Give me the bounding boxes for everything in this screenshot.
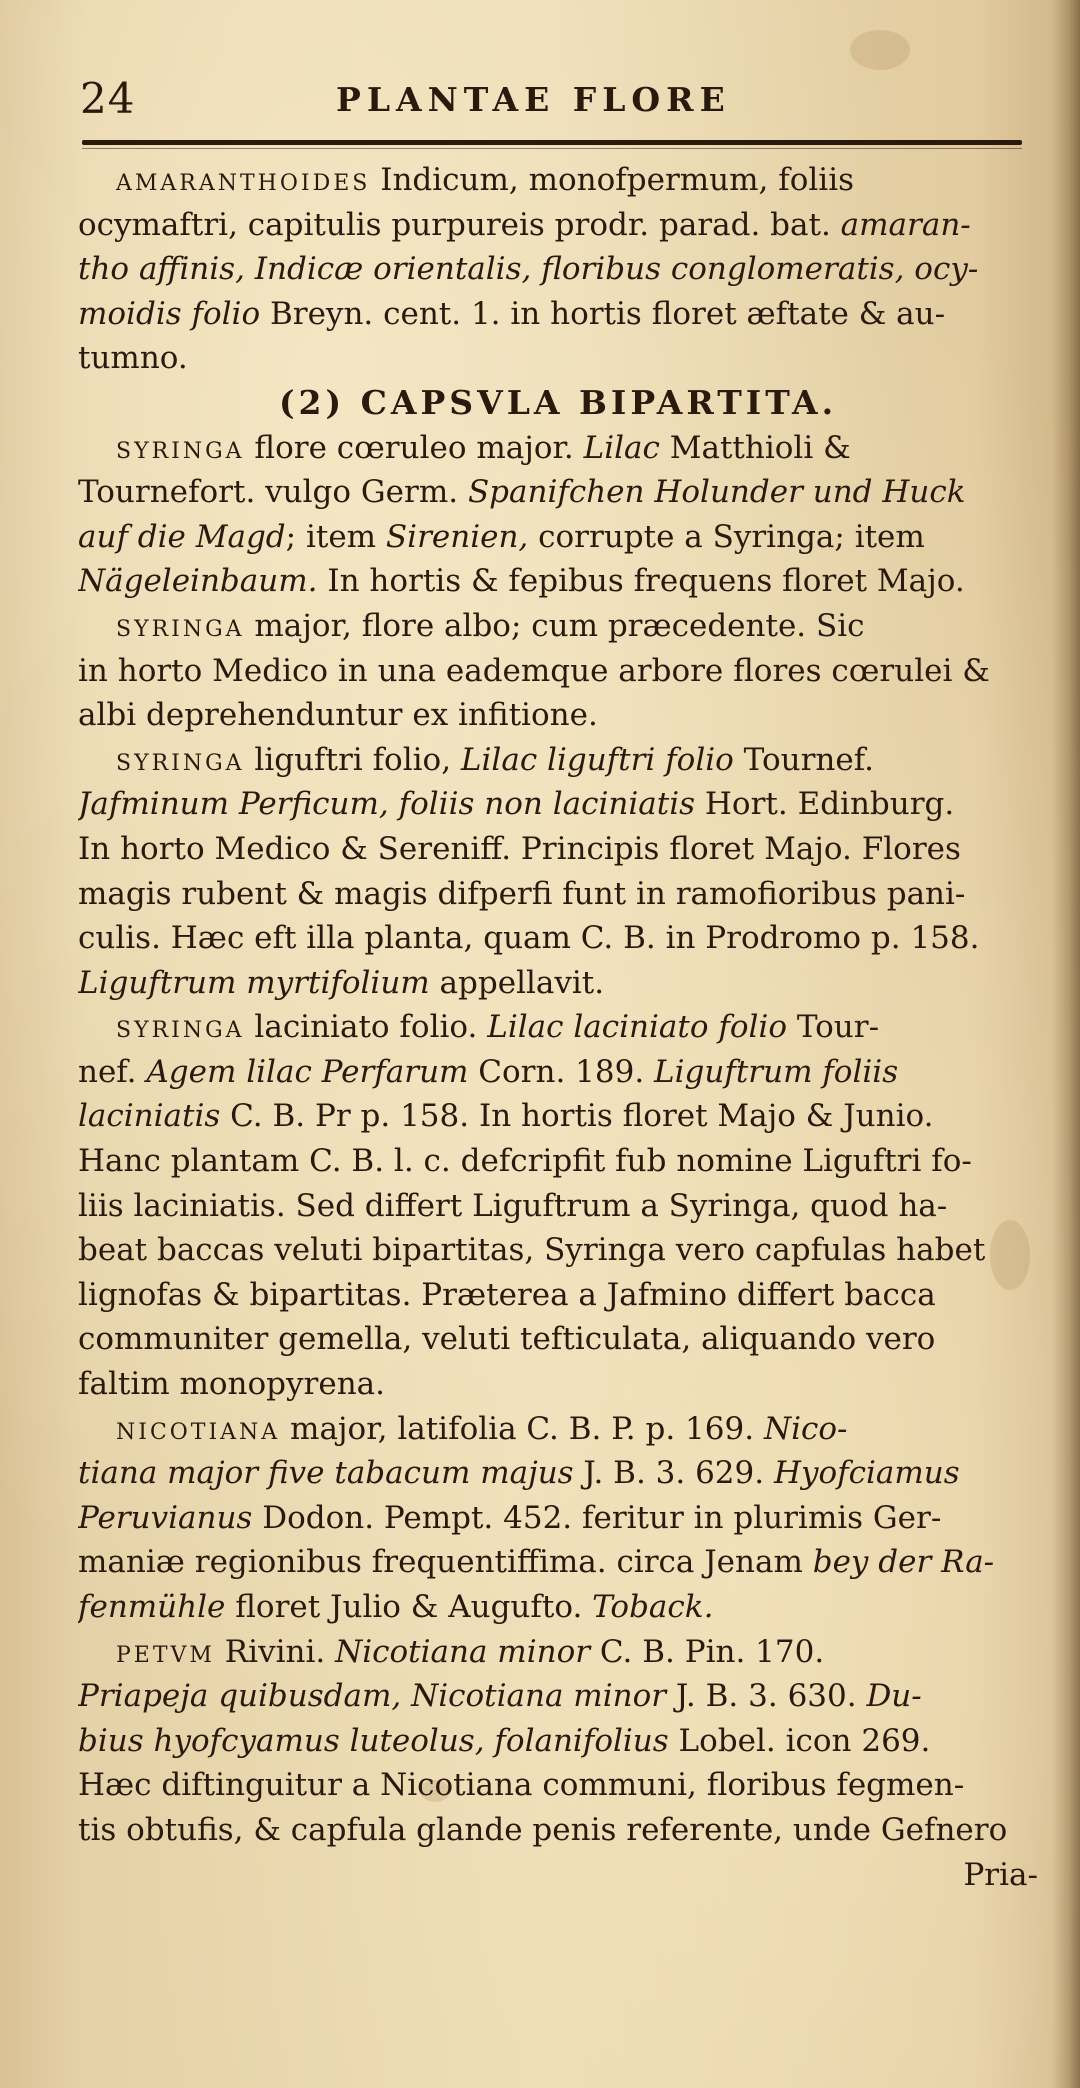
text-line (78, 1585, 1038, 1630)
page-header (78, 70, 1028, 130)
italic-run: tho affinis, Indicæ orientalis, floribus conglomeratis, ocy- (78, 251, 979, 288)
italic-run: bius hyofcyamus luteolus, folanifolius (78, 1722, 669, 1759)
entry-headword: SYRINGA (116, 750, 245, 776)
text-run: flore cœruleo major. (244, 429, 584, 466)
text-line (78, 1451, 1038, 1496)
text-run: corrupte a Syringa; item (528, 518, 925, 555)
italic-run: Hyofciamus (773, 1455, 960, 1492)
text-run: liis laciniatis. Sed differt Liguftrum a Syringa, quod ha- (78, 1187, 948, 1224)
text-run: ocymaftri, capitulis purpureis prodr. parad. bat. (78, 206, 841, 243)
text-run: Tournefort. vulgo Germ. (78, 474, 468, 511)
text-line (78, 1228, 1038, 1273)
entry-headword: NICOTIANA (116, 1419, 281, 1445)
text-line (78, 693, 1038, 738)
italic-run: laciniatis (78, 1098, 221, 1135)
italic-run: Jafminum Perficum, foliis non laciniatis (78, 786, 696, 823)
text-run: In hortis & fepibus frequens floret Majo. (317, 563, 965, 600)
text-line (78, 604, 1038, 649)
italic-run: Liguftrum myrtifolium (78, 964, 430, 1001)
italic-run: Lilac (583, 429, 660, 466)
italic-run: Priapeja quibusdam, Nicotiana minor (78, 1678, 667, 1715)
text-run: J. B. 3. 629. (573, 1455, 774, 1492)
italic-run: Du- (866, 1678, 922, 1715)
text-run: J. B. 3. 630. (666, 1678, 867, 1715)
text-run: C. B. Pr p. 158. In hortis floret Majo & Junio. (220, 1098, 934, 1135)
text-line (78, 1273, 1038, 1318)
italic-run: moidis folio (78, 295, 261, 332)
text-run: communiter gemella, veluti tefticulata, aliquando vero (78, 1321, 936, 1358)
section-heading (78, 381, 1038, 426)
header-rule (82, 140, 1022, 145)
italic-run: bey der Ra- (812, 1544, 995, 1581)
text-run: Pria- (963, 1856, 1038, 1893)
text-run: nef. (78, 1053, 147, 1090)
text-run: Matthioli & (659, 429, 851, 466)
text-run: in horto Medico in una eademque arbore flores cœrulei & (78, 652, 990, 689)
italic-run: Toback. (592, 1589, 714, 1625)
entry-headword: SYRINGA (116, 1018, 245, 1044)
text-run: tis obtufis, & capfula glande penis referente, unde Gefnero (78, 1811, 1008, 1848)
text-run: appellavit. (429, 964, 605, 1001)
text-line (78, 292, 1038, 337)
text-line (78, 1317, 1038, 1362)
text-run: tumno. (78, 340, 188, 377)
text-run: lignofas & bipartitas. Præterea a Jafmino differt bacca (78, 1276, 936, 1313)
text-line (78, 1540, 1038, 1585)
running-head: PLANTAE FLORE (336, 80, 731, 119)
text-run: Rivini. (214, 1633, 336, 1670)
italic-run: Nicotiana minor (335, 1633, 591, 1670)
text-line (78, 336, 1038, 381)
text-line (78, 247, 1038, 292)
page-number: 24 (80, 74, 136, 123)
italic-run: Nägeleinbaum. (78, 563, 318, 600)
italic-run: tiana major five tabacum majus (78, 1455, 574, 1492)
text-line (78, 1674, 1038, 1719)
italic-run: Peruvianus (78, 1499, 253, 1536)
italic-run: Liguftrum foliis (654, 1053, 899, 1090)
text-line (78, 1005, 1038, 1050)
text-run: beat baccas veluti bipartitas, Syringa vero capfulas habet (78, 1232, 986, 1269)
body-text (78, 158, 1038, 1897)
text-line (78, 872, 1038, 917)
text-run: Tournef. (733, 741, 874, 778)
italic-run: Agem lilac Perfarum (146, 1053, 469, 1090)
text-line (78, 470, 1038, 515)
text-line (78, 916, 1038, 961)
entry-headword: PETVM (116, 1642, 215, 1668)
text-run: liguftri folio, (244, 741, 461, 778)
text-run: Hanc plantam C. B. l. c. defcripfit fub nomine Liguftri fo- (78, 1143, 972, 1180)
text-line (78, 559, 1038, 604)
text-line (78, 1719, 1038, 1764)
text-line (78, 1362, 1038, 1407)
text-run: Indicum, monofpermum, foliis (370, 162, 855, 198)
text-line (78, 1094, 1038, 1139)
text-line (78, 961, 1038, 1006)
text-line (78, 203, 1038, 248)
italic-run: Sirenien, (385, 518, 529, 555)
text-run: major, latifolia C. B. P. p. 169. (280, 1410, 764, 1447)
text-line (78, 1407, 1038, 1452)
text-run: Hæc diftinguitur a Nicotiana communi, floribus fegmen- (78, 1767, 965, 1804)
text-run: Dodon. Pempt. 452. feritur in plurimis Ger- (252, 1499, 942, 1536)
text-run: floret Julio & Augufto. (225, 1589, 593, 1625)
text-run: Corn. 189. (468, 1053, 655, 1090)
italic-run: Lilac liguftri folio (460, 741, 734, 778)
text-line (78, 515, 1038, 560)
text-run: magis rubent & magis difperfi funt in ramofioribus pani- (78, 875, 966, 912)
entry-headword: SYRINGA (116, 616, 245, 642)
text-line (78, 158, 1038, 203)
text-run: faltim monopyrena. (78, 1366, 386, 1403)
entry-headword: SYRINGA (116, 438, 245, 464)
text-line (78, 426, 1038, 471)
text-run: albi deprehenduntur ex infitione. (78, 697, 598, 734)
text-run: Breyn. cent. 1. in hortis floret æftate & au- (260, 295, 946, 332)
text-line (78, 1853, 1038, 1898)
text-run: Hort. Edinburg. (695, 786, 955, 823)
entry-headword: AMARANTHOIDES (116, 171, 371, 196)
text-run: Tour- (787, 1009, 880, 1046)
text-line (78, 1050, 1038, 1095)
text-line (78, 1184, 1038, 1229)
spine-shadow (1052, 0, 1080, 2088)
italic-run: Spanifchen Holunder und Huck (467, 474, 966, 511)
text-run: C. B. Pin. 170. (590, 1633, 825, 1670)
text-line (78, 1763, 1038, 1808)
text-line (78, 1139, 1038, 1184)
text-run: culis. Hæc eft illa planta, quam C. B. in Prodromo p. 158. (78, 920, 980, 957)
text-line (78, 827, 1038, 872)
text-run: laciniato folio. (244, 1009, 488, 1046)
text-run: maniæ regionibus frequentiffima. circa Jenam (78, 1544, 813, 1581)
paper-stain (850, 30, 910, 70)
text-run: major, flore albo; cum præcedente. Sic (244, 607, 865, 644)
text-line (78, 1808, 1038, 1853)
header-rule-thin (82, 148, 1022, 149)
text-run: Lobel. icon 269. (668, 1722, 931, 1759)
text-line (78, 1496, 1038, 1541)
text-run: ; item (285, 518, 386, 555)
italic-run: fenmühle (78, 1589, 226, 1625)
text-line (78, 738, 1038, 783)
italic-run: auf die Magd (78, 518, 286, 555)
text-line (78, 782, 1038, 827)
text-run: In horto Medico & Sereniff. Principis floret Majo. Flores (78, 830, 961, 867)
text-line (78, 1630, 1038, 1675)
italic-run: Lilac laciniato folio (487, 1009, 787, 1046)
text-line (78, 649, 1038, 694)
italic-run: amaran- (840, 206, 971, 243)
text-run: (2) CAPSVLA BIPARTITA. (278, 382, 838, 422)
italic-run: Nico- (763, 1410, 848, 1447)
